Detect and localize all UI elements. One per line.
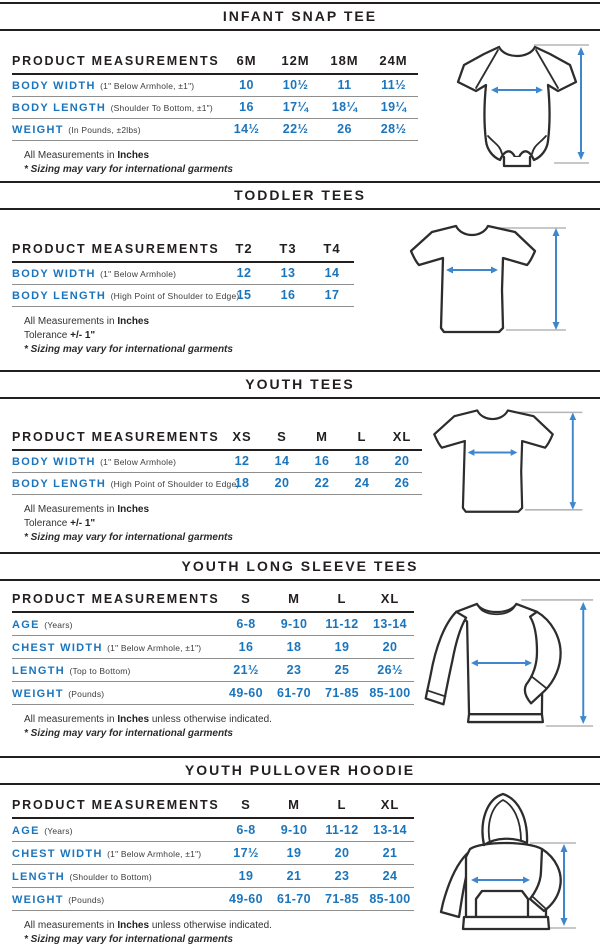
table-header-row: [12, 429, 422, 450]
table-row: [12, 864, 414, 887]
table-header-label: PRODUCT MEASUREMENTS: [12, 429, 222, 450]
section-title-band: [0, 370, 600, 399]
table-row: [12, 841, 414, 864]
cell-value: 28½: [369, 118, 418, 140]
cell-value: 22: [302, 472, 342, 494]
tee-outline: [411, 226, 535, 332]
onesie-illustration: [438, 35, 596, 175]
cell-value: 16: [302, 450, 342, 472]
row-note: (1" Below Armhole): [100, 457, 177, 468]
column-header: 18M: [320, 53, 369, 74]
table-header-row: [12, 797, 414, 818]
row-label: WEIGHT: [12, 893, 64, 906]
footnote-sizing: * Sizing may vary for international garments: [24, 343, 233, 355]
row-note: (Pounds): [68, 894, 105, 905]
row-note: (High Point of Shoulder to Edge): [110, 291, 240, 301]
row-label: BODY LENGTH: [12, 290, 107, 302]
body-length-arrow: [569, 412, 576, 509]
column-header: L: [318, 591, 366, 612]
cell-value: 20: [382, 450, 422, 472]
row-label: BODY WIDTH: [12, 268, 96, 281]
footnote-tolerance: Tolerance +/- 1": [24, 329, 96, 341]
section-infant-snap-tee: [0, 2, 600, 181]
cell-value: 14½: [222, 118, 271, 140]
cell-value: 16: [266, 284, 310, 306]
row-note: (Top to Bottom): [69, 665, 131, 676]
cell-value: 21: [366, 841, 414, 864]
cell-value: 19: [222, 864, 270, 887]
toddler-tee-diagram: [394, 220, 574, 347]
table-row: [12, 681, 414, 704]
hoodie-illustration: [424, 785, 596, 933]
cell-value: 61-70: [270, 887, 318, 910]
cell-value: 15: [222, 284, 266, 306]
row-label: CHEST WIDTH: [12, 847, 103, 860]
cell-value: 18: [270, 635, 318, 658]
measurements-table: [12, 429, 422, 495]
row-note: (Shoulder to Bottom): [69, 871, 152, 882]
row-note: (Pounds): [68, 688, 105, 699]
footnote-sizing: * Sizing may vary for international garments: [24, 727, 233, 739]
measurements-table: [12, 241, 354, 307]
cell-value: 26: [382, 472, 422, 494]
column-header: L: [342, 429, 382, 450]
row-note: (1" Below Armhole, ±1"): [107, 642, 202, 653]
column-header: S: [262, 429, 302, 450]
row-label: LENGTH: [12, 870, 66, 883]
section-youth-long-sleeve-tees: [0, 552, 600, 756]
left-sleeve: [426, 612, 466, 705]
row-note: (Years): [44, 825, 73, 836]
column-header: 6M: [222, 53, 271, 74]
long-sleeve-tee-illustration: [408, 587, 600, 737]
column-header: M: [270, 797, 318, 818]
cell-value: 14: [262, 450, 302, 472]
column-header: M: [302, 429, 342, 450]
table-header-label: PRODUCT MEASUREMENTS: [12, 53, 222, 74]
length-arrow: [561, 844, 568, 926]
length-arrow: [580, 602, 587, 724]
column-header: XL: [366, 591, 414, 612]
row-label: AGE: [12, 618, 40, 631]
row-label: WEIGHT: [12, 124, 64, 136]
cell-value: 11: [320, 74, 369, 96]
cell-value: 85-100: [366, 887, 414, 910]
column-header: S: [222, 797, 270, 818]
cell-value: 17¼: [271, 96, 320, 118]
cell-value: 10: [222, 74, 271, 96]
section-youth-tees: [0, 370, 600, 552]
footnote-sizing: * Sizing may vary for international garments: [24, 933, 233, 945]
column-header: 24M: [369, 53, 418, 74]
table-row: [12, 118, 418, 140]
cell-value: 24: [342, 472, 382, 494]
column-header: XS: [222, 429, 262, 450]
cell-value: 13: [266, 262, 310, 284]
column-header: T3: [266, 241, 310, 262]
table-header-label: PRODUCT MEASUREMENTS: [12, 241, 222, 262]
cell-value: 22½: [271, 118, 320, 140]
column-header: XL: [366, 797, 414, 818]
row-note: (High Point of Shoulder to Edge): [110, 479, 240, 489]
cell-value: 18: [342, 450, 382, 472]
cell-value: 20: [366, 635, 414, 658]
table-row: [12, 887, 414, 910]
footnote-measurements: All measurements in Inches unless otherwise indicated.: [24, 919, 272, 931]
table-header-row: [12, 241, 354, 262]
table-row: [12, 262, 354, 284]
cell-value: 9-10: [270, 612, 318, 635]
table-header-label: PRODUCT MEASUREMENTS: [12, 797, 222, 818]
table-row: [12, 284, 354, 306]
row-note: (1" Below Armhole): [100, 269, 177, 280]
cell-value: 23: [318, 864, 366, 887]
column-header: T2: [222, 241, 266, 262]
cell-value: 49-60: [222, 681, 270, 704]
row-note: (1" Below Armhole, ±1"): [107, 848, 202, 859]
table-row: [12, 818, 414, 841]
footnote-measurements: All measurements in Inches unless otherwise indicated.: [24, 713, 272, 725]
cell-value: 19¼: [369, 96, 418, 118]
cell-value: 19: [318, 635, 366, 658]
section-title: YOUTH TEES: [245, 376, 355, 392]
cell-value: 25: [318, 658, 366, 681]
column-header: 12M: [271, 53, 320, 74]
cell-value: 17½: [222, 841, 270, 864]
cell-value: 71-85: [318, 681, 366, 704]
hem-band: [463, 917, 549, 929]
cell-value: 20: [318, 841, 366, 864]
section-toddler-tees: [0, 181, 600, 370]
hem-band: [468, 714, 543, 722]
table-row: [12, 96, 418, 118]
youth-pullover-hoodie-diagram: [424, 785, 596, 938]
cell-value: 16: [222, 96, 271, 118]
cell-value: 23: [270, 658, 318, 681]
table-row: [12, 635, 414, 658]
cell-value: 12: [222, 450, 262, 472]
section-title: YOUTH LONG SLEEVE TEES: [181, 558, 419, 574]
row-label: WEIGHT: [12, 687, 64, 700]
table-header-row: [12, 591, 414, 612]
footnote-tolerance: Tolerance +/- 1": [24, 517, 96, 529]
table-row: [12, 74, 418, 96]
table-row: [12, 450, 422, 472]
row-label: AGE: [12, 824, 40, 837]
snap-tab: [504, 157, 530, 166]
row-label: BODY LENGTH: [12, 102, 107, 114]
kangaroo-pocket: [476, 891, 528, 917]
section-title-band: [0, 552, 600, 581]
cell-value: 61-70: [270, 681, 318, 704]
cell-value: 14: [310, 262, 354, 284]
table-row: [12, 658, 414, 681]
cell-value: 49-60: [222, 887, 270, 910]
cell-value: 71-85: [318, 887, 366, 910]
cell-value: 6-8: [222, 612, 270, 635]
row-label: BODY LENGTH: [12, 478, 107, 490]
table-row: [12, 612, 414, 635]
column-header: M: [270, 591, 318, 612]
body-length-arrow: [553, 228, 560, 330]
cell-value: 16: [222, 635, 270, 658]
row-label: BODY WIDTH: [12, 456, 96, 469]
row-note: (Years): [44, 619, 73, 630]
cell-value: 11-12: [318, 612, 366, 635]
section-youth-pullover-hoodie: [0, 756, 600, 945]
cell-value: 12: [222, 262, 266, 284]
section-title-band: [0, 2, 600, 31]
cell-value: 9-10: [270, 818, 318, 841]
row-note: (Shoulder To Bottom, ±1"): [110, 103, 213, 113]
column-header: L: [318, 797, 366, 818]
footnote-measurements: All Measurements in Inches: [24, 315, 150, 327]
section-title: TODDLER TEES: [234, 187, 366, 203]
cell-value: 19: [270, 841, 318, 864]
row-label: CHEST WIDTH: [12, 641, 103, 654]
cell-value: 18¼: [320, 96, 369, 118]
cell-value: 18: [222, 472, 262, 494]
cell-value: 13-14: [366, 612, 414, 635]
cell-value: 10½: [271, 74, 320, 96]
footnote-measurements: All Measurements in Inches: [24, 503, 150, 515]
youth-long-sleeve-tee-diagram: [408, 587, 600, 742]
row-label: BODY WIDTH: [12, 80, 96, 93]
tee-outline: [434, 410, 552, 511]
row-label: LENGTH: [12, 664, 66, 677]
cell-value: 11½: [369, 74, 418, 96]
youth-tee-diagram: [418, 403, 590, 528]
table-header-row: [12, 53, 418, 74]
cell-value: 20: [262, 472, 302, 494]
measurements-table: [12, 53, 418, 141]
cell-value: 26: [320, 118, 369, 140]
row-note: (In Pounds, ±2lbs): [68, 125, 141, 135]
section-title-band: [0, 756, 600, 785]
tee-illustration: [394, 220, 574, 342]
section-title: INFANT SNAP TEE: [222, 8, 378, 24]
section-title: YOUTH PULLOVER HOODIE: [184, 762, 416, 778]
cell-value: 85-100: [366, 681, 414, 704]
cell-value: 11-12: [318, 818, 366, 841]
section-title-band: [0, 181, 600, 210]
footnote-sizing: * Sizing may vary for international garments: [24, 531, 233, 543]
column-header: XL: [382, 429, 422, 450]
cell-value: 21½: [222, 658, 270, 681]
column-header: S: [222, 591, 270, 612]
table-row: [12, 472, 422, 494]
footnote-measurements: All Measurements in Inches: [24, 149, 150, 161]
onesie-outline: [458, 47, 576, 160]
infant-snap-tee-diagram: [438, 35, 596, 180]
cell-value: 6-8: [222, 818, 270, 841]
cell-value: 17: [310, 284, 354, 306]
body-length-arrow: [578, 47, 585, 160]
column-header: T4: [310, 241, 354, 262]
cell-value: 21: [270, 864, 318, 887]
tee-illustration: [418, 403, 590, 523]
row-note: (1" Below Armhole, ±1"): [100, 81, 195, 92]
footnote-sizing: * Sizing may vary for international garments: [24, 163, 233, 175]
measurements-table: [12, 797, 414, 911]
table-header-label: PRODUCT MEASUREMENTS: [12, 591, 222, 612]
measurements-table: [12, 591, 414, 705]
cell-value: 26½: [366, 658, 414, 681]
cell-value: 13-14: [366, 818, 414, 841]
cell-value: 24: [366, 864, 414, 887]
